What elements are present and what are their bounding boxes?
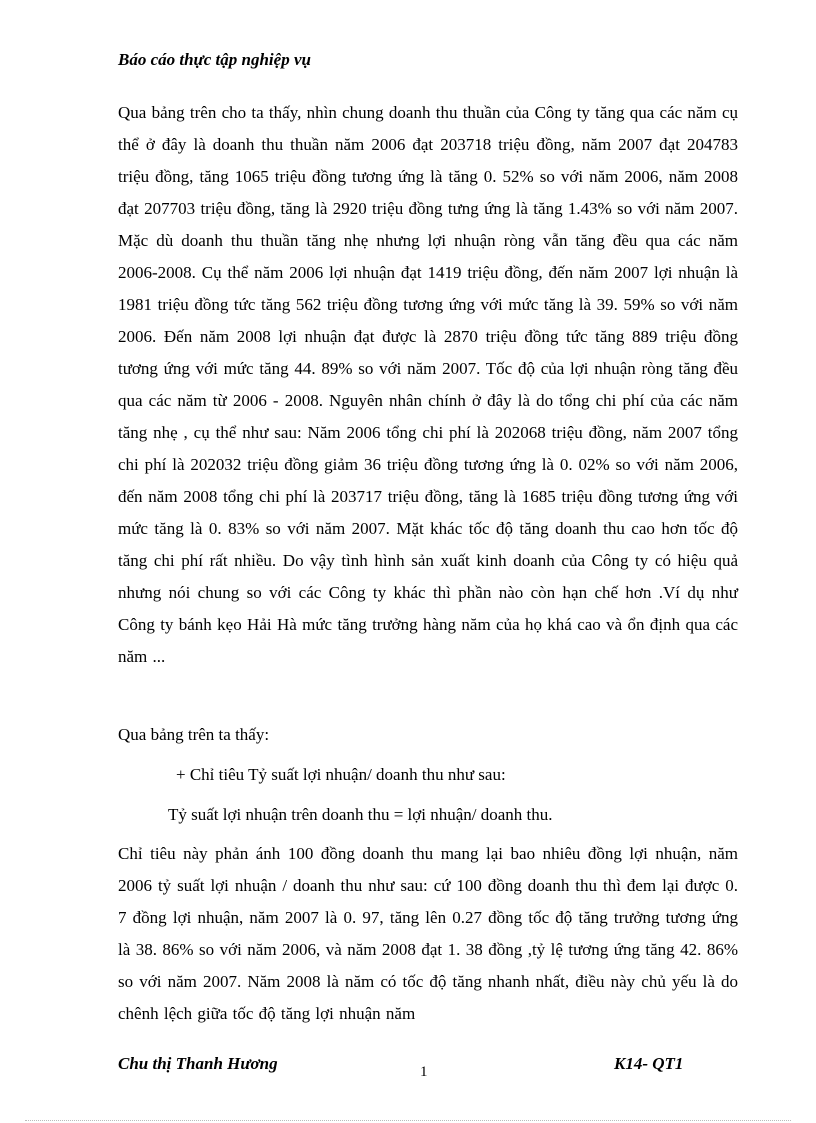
intro-line: Qua bảng trên ta thấy:	[118, 725, 270, 744]
paragraph-ratio-explanation: Chỉ tiêu này phản ánh 100 đồng doanh thu mang lại bao nhiêu đồng lợi nhuận, năm 2006 tỷ suất lợi nhuận / doanh thu như sau: cứ 100 đồng doanh thu thì đem lại được 0. 7 đồng lợi nhuận, năm 2007 là 0. 97, tăng lên 0.27 đồng tốc độ tăng trưởng tương ứng là 38. 86% so với năm 2006, và năm 2008 đạt 1. 38 đồng ,tỷ lệ tương ứng tăng 42. 86% so với năm 2007. Năm 2008 là năm có tốc độ tăng nhanh nhất, điều này chủ yếu là do chênh lệch giữa tốc độ tăng lợi nhuận năm	[118, 844, 738, 1023]
footer-class-code: K14- QT1	[614, 1054, 684, 1073]
page-number: 1	[420, 1064, 428, 1080]
footer-author: Chu thị Thanh Hương	[118, 1054, 278, 1073]
paragraph-revenue-analysis: Qua bảng trên cho ta thấy, nhìn chung doanh thu thuần của Công ty tăng qua các năm cụ thể ở đây là doanh thu thuần năm 2006 đạt 203718 triệu đồng, năm 2007 đạt 204783 triệu đồng, tăng 1065 triệu đồng tương ứng là tăng 0. 52% so với năm 2006, năm 2008 đạt 207703 triệu đồng, tăng là 2920 triệu đồng tưng ứng là tăng 1.43% so với năm 2007. Mặc dù doanh thu thuần tăng nhẹ nhưng lợi nhuận ròng vẫn tăng đều qua các năm 2006-2008. Cụ thể năm 2006 lợi nhuận đạt 1419 triệu đồng, đến năm 2007 lợi nhuận là 1981 triệu đồng tức tăng 562 triệu đồng tương ứng với mức tăng là 39. 59% so với năm 2006. Đến năm 2008 lợi nhuận đạt được là 2870 triệu đồng tức tăng 889 triệu đồng tương ứng với mức tăng 44. 89% so với năm 2007. Tốc độ của lợi nhuận ròng tăng đều qua các năm từ 2006 - 2008. Nguyên nhân chính ở đây là do tổng chi phí của các năm tăng nhẹ , cụ thể như sau: Năm 2006 tổng chi phí là 202068 triệu đồng, năm 2007 tổng chi phí là 202032 triệu đồng giảm 36 triệu đồng tương ứng là 0. 02% so với năm 2006, đến năm 2008 tổng chi phí là 203717 triệu đồng, tăng là 1685 triệu đồng tương ứng với mức tăng là 0. 83% so với năm 2007. Mặt khác tốc độ tăng doanh thu cao hơn tốc độ tăng chi phí rất nhiều. Do vậy tình hình sản xuất kinh doanh của Công ty có hiệu quả nhưng nói chung so với các Công ty khác thì phần nào còn hạn chế hơn .Ví dụ như Công ty bánh kẹo Hải Hà mức tăng trưởng hàng năm của họ khá cao và ổn định qua các năm ...	[118, 103, 738, 666]
page-bottom-divider	[25, 1120, 791, 1121]
ratio-formula: Tỷ suất lợi nhuận trên doanh thu = lợi nhuận/ doanh thu.	[168, 805, 553, 824]
document-header-title: Báo cáo thực tập nghiệp vụ	[118, 50, 311, 69]
indicator-heading: + Chỉ tiêu Tỷ suất lợi nhuận/ doanh thu như sau:	[176, 765, 506, 784]
